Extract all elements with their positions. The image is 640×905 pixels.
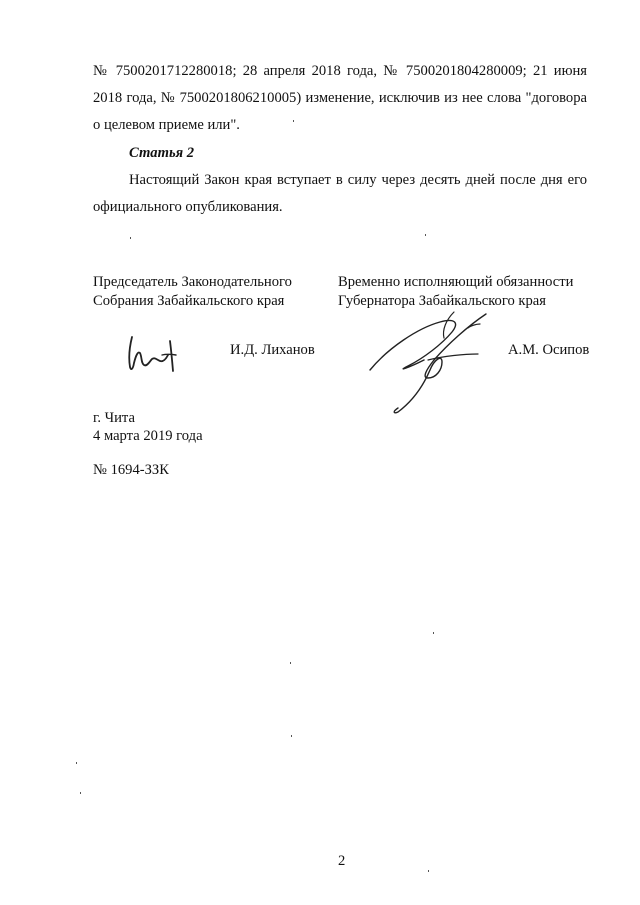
- continuation-line-2: 2018 года, № 7500201806210005) изменение, исключив из нее слова "договора: [93, 90, 587, 106]
- left-signatory-name: И.Д. Лиханов: [230, 342, 315, 358]
- article-line-2: официального опубликования.: [93, 199, 283, 215]
- date: 4 марта 2019 года: [93, 428, 203, 444]
- left-signatory-title-line-2: Собрания Забайкальского края: [93, 293, 285, 309]
- continuation-line-3: о целевом приеме или".: [93, 117, 240, 133]
- left-signature: [122, 333, 184, 375]
- law-number: № 1694-ЗЗК: [93, 462, 169, 478]
- right-signature: [368, 308, 496, 416]
- scan-speck: [80, 792, 81, 794]
- left-signatory-title-line-1: Председатель Законодательного: [93, 274, 292, 290]
- place-date-block: [93, 409, 203, 445]
- scan-speck: [425, 234, 426, 236]
- right-signatory-title-line-1: Временно исполняющий обязанности: [338, 274, 574, 290]
- page-number: 2: [338, 853, 346, 869]
- right-signatory-title: [338, 273, 573, 311]
- scan-speck: [130, 237, 131, 239]
- right-signatory-title-line-2: Губернатора Забайкальского края: [338, 293, 546, 309]
- left-signatory-title: [93, 273, 292, 311]
- scan-speck: [293, 120, 294, 122]
- scan-speck: [76, 762, 77, 764]
- place: г. Чита: [93, 410, 135, 426]
- continuation-line-1: № 7500201712280018; 28 апреля 2018 года, № 7500201804280009; 21 июня: [93, 63, 587, 79]
- scan-speck: [428, 870, 429, 872]
- article-paragraph: [93, 167, 587, 221]
- scan-speck: [290, 662, 291, 664]
- scan-speck: [291, 735, 292, 737]
- continuation-paragraph: [93, 58, 587, 139]
- article-heading: Статья 2: [129, 145, 195, 161]
- right-signatory-name: А.М. Осипов: [508, 342, 590, 358]
- article-line-1: Настоящий Закон края вступает в силу через десять дней после дня его: [129, 172, 587, 188]
- scan-speck: [433, 632, 434, 634]
